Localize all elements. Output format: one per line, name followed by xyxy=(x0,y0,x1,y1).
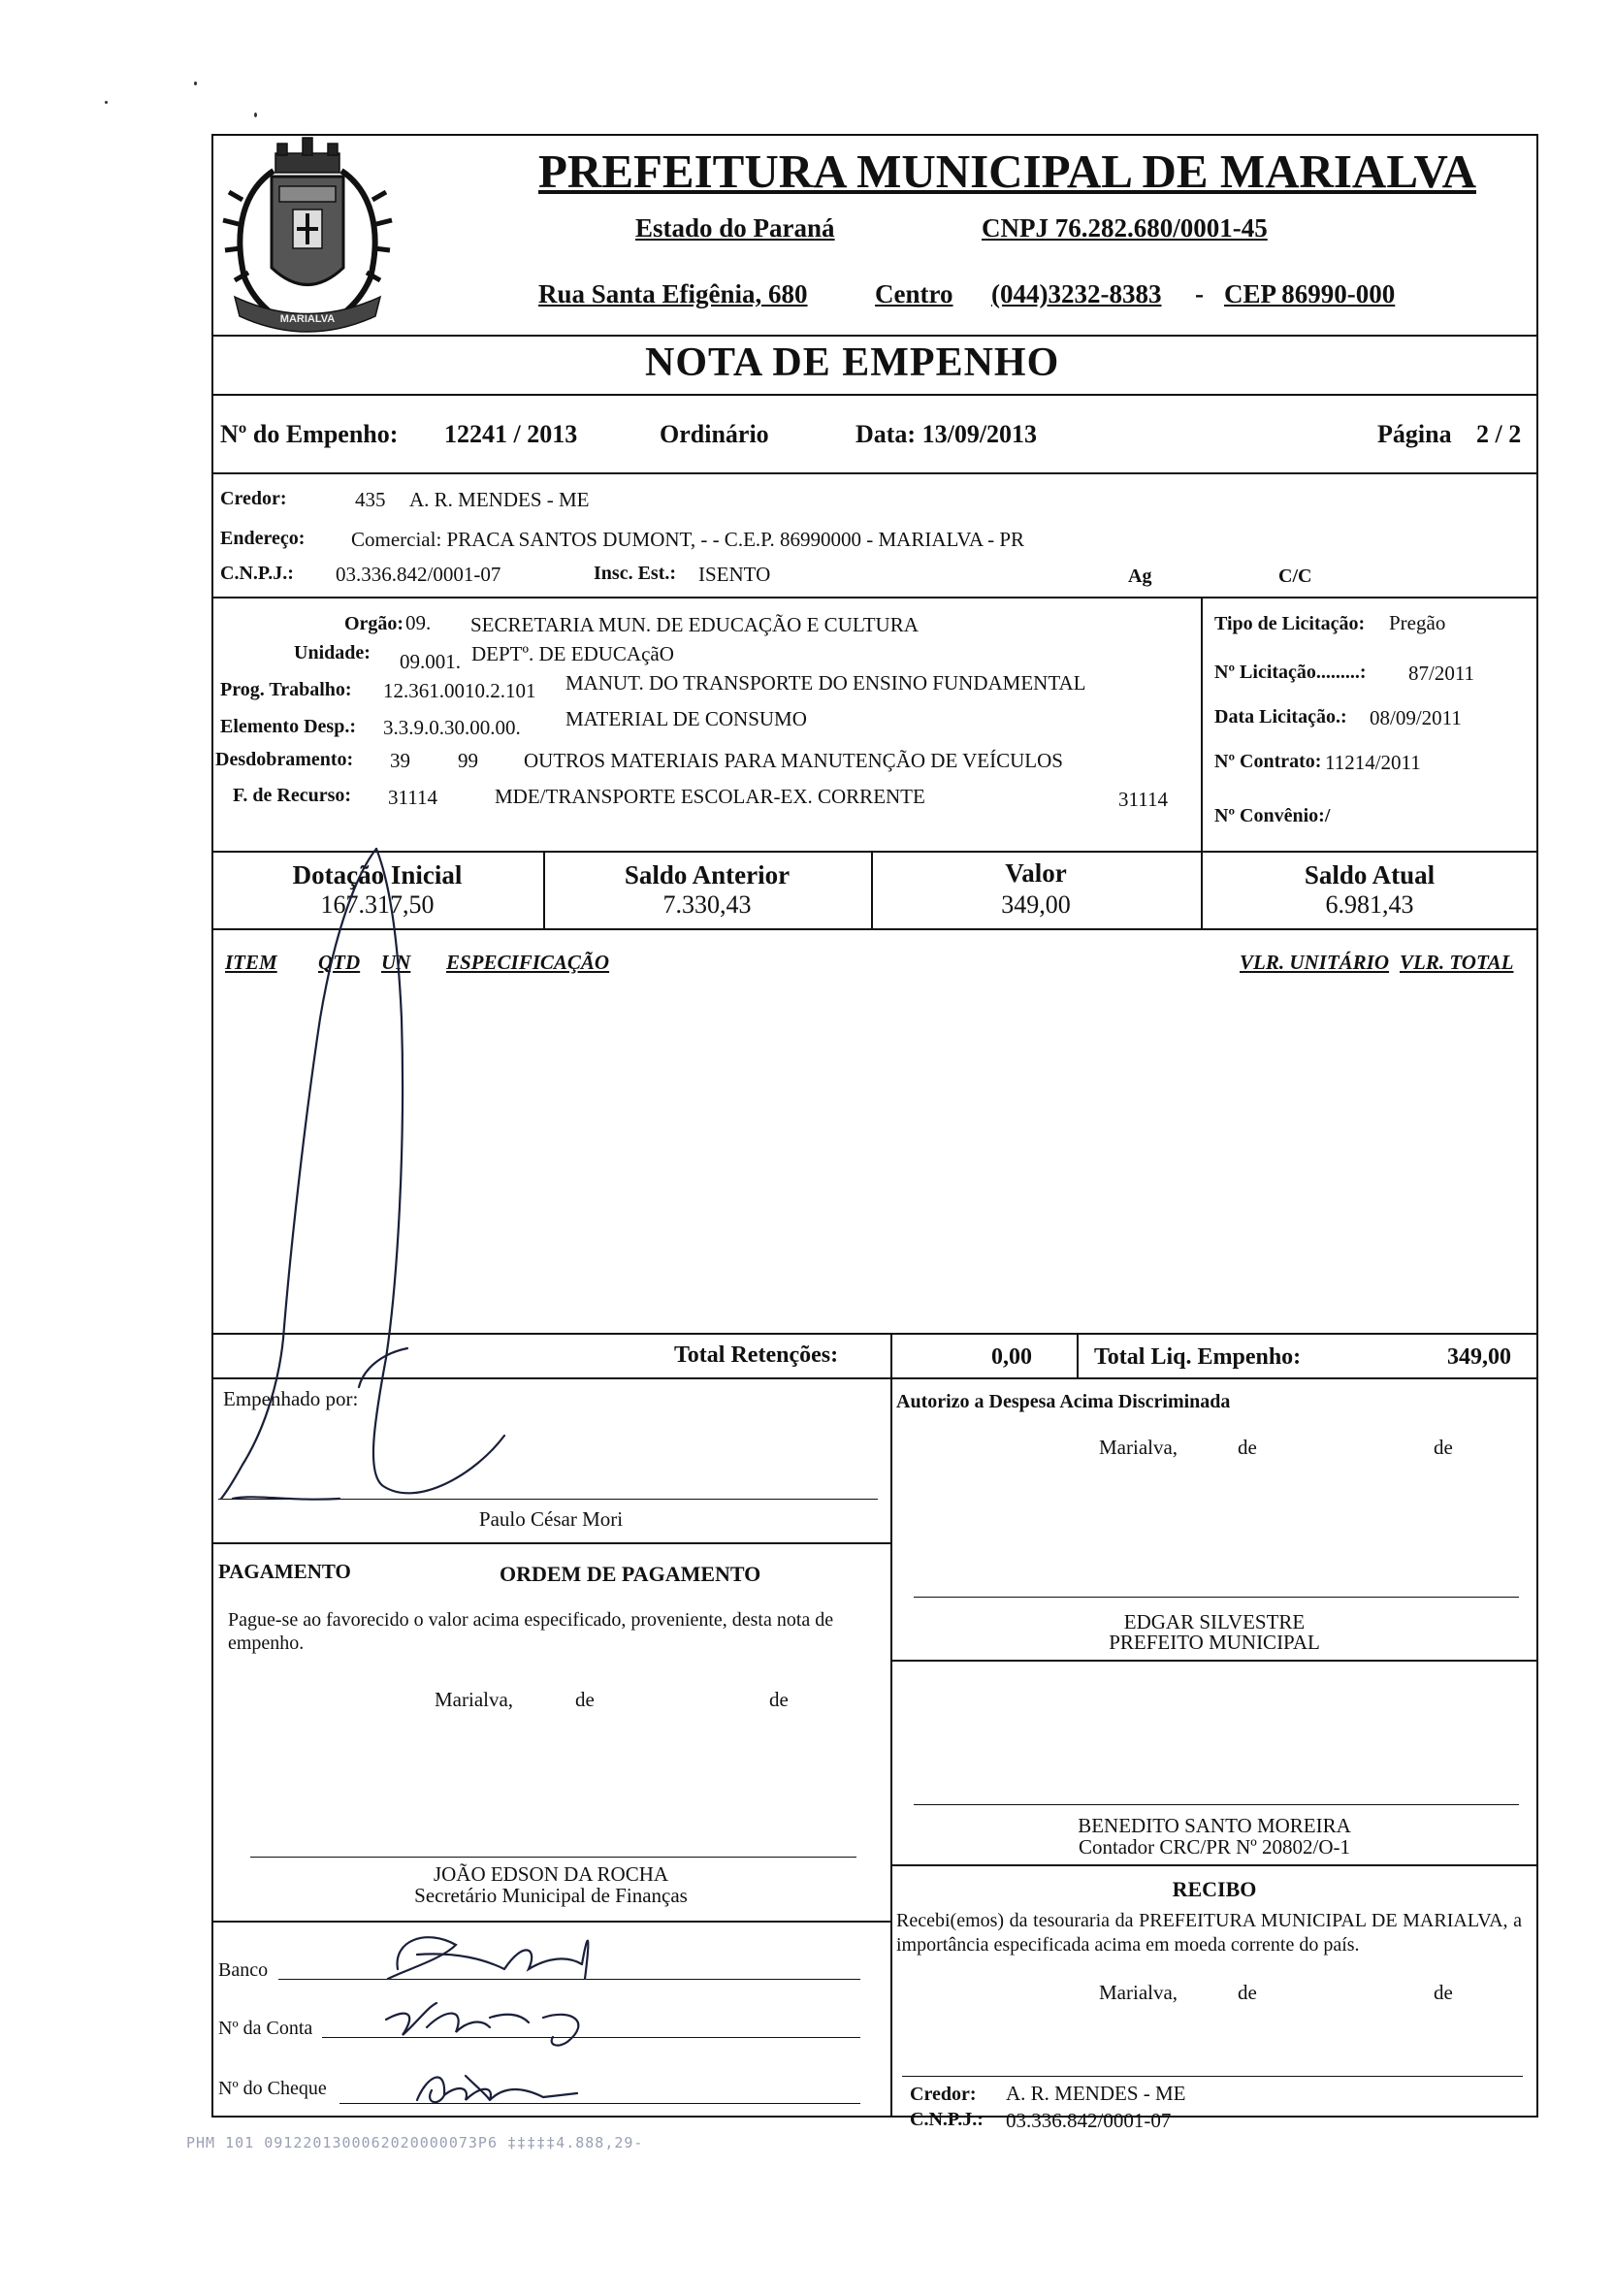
elemento-desp-name: MATERIAL DE CONSUMO xyxy=(565,707,807,730)
saldo-atual: 6.981,43 xyxy=(1325,890,1414,919)
ordem-pagamento-text: Pague-se ao favorecido o valor acima especificado, proveniente, desta nota de empenho. xyxy=(228,1609,834,1654)
fonte-recurso-name: MDE/TRANSPORTE ESCOLAR-EX. CORRENTE xyxy=(495,785,925,808)
divider xyxy=(1077,1333,1079,1377)
recibo-text: Recebi(emos) da tesouraria da PREFEITURA MUNICIPAL DE MARIALVA, a importância especificada acima em moeda corrente do país. xyxy=(896,1910,1522,1956)
divider xyxy=(211,1333,1538,1335)
municipal-crest-icon xyxy=(215,132,400,340)
recibo-de-1: de xyxy=(1238,1981,1257,2004)
divider xyxy=(211,597,1538,598)
unidade-label: Unidade: xyxy=(294,642,371,663)
endereco-label: Endereço: xyxy=(220,528,306,549)
signature-line xyxy=(914,1597,1519,1598)
divider xyxy=(890,1377,892,2118)
elemento-desp-code: 3.3.9.0.30.00.00. xyxy=(383,716,521,739)
divider xyxy=(211,1542,890,1544)
pagamento-label: PAGAMENTO xyxy=(218,1560,351,1583)
elemento-desp-label: Elemento Desp.: xyxy=(220,716,356,737)
secretario-title: Secretário Municipal de Finanças xyxy=(414,1884,688,1907)
banco-label: Banco xyxy=(218,1959,269,1981)
total-retencoes-label: Total Retenções: xyxy=(674,1342,839,1368)
data-licitacao-label: Data Licitação.: xyxy=(1214,706,1347,728)
prog-trabalho-code: 12.361.0010.2.101 xyxy=(383,679,536,702)
numero-licitacao-label: Nº Licitação.........: xyxy=(1214,662,1367,683)
orgao-name: SECRETARIA MUN. DE EDUCAÇÃO E CULTURA xyxy=(470,613,919,636)
convenio-label: Nº Convênio:/ xyxy=(1214,805,1331,826)
autorizo-de-2: de xyxy=(1434,1436,1453,1459)
recibo-local: Marialva, xyxy=(1099,1981,1178,2004)
credor-address: Comercial: PRACA SANTOS DUMONT, - - C.E.P. 86990000 - MARIALVA - PR xyxy=(351,528,1025,551)
divider xyxy=(890,1333,892,1377)
valor: 349,00 xyxy=(1001,890,1071,919)
page-number: 2 / 2 xyxy=(1476,420,1522,448)
scan-code-line: PHM 101 0912201300062020000073P6 ‡‡‡‡‡4.888,29- xyxy=(186,2134,644,2151)
contador-title: Contador CRC/PR Nº 20802/O-1 xyxy=(1078,1835,1351,1859)
conta-label: Nº da Conta xyxy=(218,2018,313,2039)
divider xyxy=(890,1660,1538,1662)
prefeito-title: PREFEITO MUNICIPAL xyxy=(1109,1631,1320,1654)
divider xyxy=(211,394,1538,396)
pagamento-local: Marialva, xyxy=(435,1688,514,1711)
recibo-credor: A. R. MENDES - ME xyxy=(1006,2082,1186,2105)
signature-line xyxy=(914,1804,1519,1805)
tipo-licitacao: Pregão xyxy=(1389,611,1446,634)
col-item: ITEM xyxy=(225,951,277,974)
total-liquido-label: Total Liq. Empenho: xyxy=(1094,1344,1302,1370)
conta-line xyxy=(322,2037,860,2038)
divider xyxy=(211,851,1538,853)
total-liquido: 349,00 xyxy=(1447,1344,1511,1370)
agencia-label: Ag xyxy=(1128,566,1152,587)
empenho-type: Ordinário xyxy=(660,420,769,448)
dotacao-inicial-label: Dotação Inicial xyxy=(292,860,463,889)
empenhado-por-label: Empenhado por: xyxy=(223,1387,359,1410)
autorizo-de-1: de xyxy=(1238,1436,1257,1459)
autorizo-local: Marialva, xyxy=(1099,1436,1178,1459)
ordem-pagamento-label: ORDEM DE PAGAMENTO xyxy=(500,1562,761,1586)
signature-line xyxy=(218,1499,878,1500)
empenho-number-label: Nº do Empenho: xyxy=(220,420,399,448)
recibo-cnpj-label: C.N.P.J.: xyxy=(910,2109,984,2130)
recibo-label: RECIBO xyxy=(1172,1877,1257,1901)
prog-trabalho-name: MANUT. DO TRANSPORTE DO ENSINO FUNDAMENTAL xyxy=(565,671,1086,695)
desdobramento-name: OUTROS MATERIAIS PARA MANUTENÇÃO DE VEÍCULOS xyxy=(524,749,1063,772)
address-phone: (044)3232-8383 xyxy=(991,279,1162,308)
pagamento-de-1: de xyxy=(575,1688,595,1711)
empenhado-por-name: Paulo César Mori xyxy=(478,1507,624,1531)
fonte-recurso-code-2: 31114 xyxy=(1118,788,1168,811)
data-licitacao: 08/09/2011 xyxy=(1370,706,1462,729)
dotacao-inicial: 167.317,50 xyxy=(320,890,435,919)
recibo-cnpj: 03.336.842/0001-07 xyxy=(1006,2109,1172,2132)
col-vlr-total: VLR. TOTAL xyxy=(1400,951,1514,974)
page-title: PREFEITURA MUNICIPAL DE MARIALVA xyxy=(538,145,1476,198)
estado-label: Estado do Paraná xyxy=(635,213,835,243)
tipo-licitacao-label: Tipo de Licitação: xyxy=(1214,613,1366,634)
empenho-date: Data: 13/09/2013 xyxy=(855,420,1038,448)
col-vlr-unitario: VLR. UNITÁRIO xyxy=(1240,951,1390,974)
signature-line xyxy=(250,1857,856,1858)
fonte-recurso-label: F. de Recurso: xyxy=(233,785,352,806)
scan-speck xyxy=(254,113,257,117)
insc-est-label: Insc. Est.: xyxy=(594,563,677,584)
numero-licitacao: 87/2011 xyxy=(1408,662,1475,685)
recibo-de-2: de xyxy=(1434,1981,1453,2004)
cnpj-label: C.N.P.J.: xyxy=(220,563,294,584)
orgao-label: Orgão: xyxy=(344,613,404,634)
saldo-atual-label: Saldo Atual xyxy=(1304,860,1436,889)
saldo-anterior-label: Saldo Anterior xyxy=(624,860,791,889)
total-retencoes: 0,00 xyxy=(991,1344,1032,1370)
credor-code: 435 xyxy=(355,488,386,511)
prog-trabalho-label: Prog. Trabalho: xyxy=(220,679,352,700)
recibo-credor-label: Credor: xyxy=(910,2084,977,2105)
prefeitura-cnpj: CNPJ 76.282.680/0001-45 xyxy=(982,213,1268,243)
desdobramento-code-1: 39 xyxy=(390,749,410,772)
scan-speck xyxy=(194,81,197,85)
fonte-recurso-code: 31114 xyxy=(388,786,437,809)
cheque-line xyxy=(339,2103,860,2104)
contador-name: BENEDITO SANTO MOREIRA xyxy=(1078,1814,1351,1837)
col-un: UN xyxy=(381,951,411,974)
prefeito-name: EDGAR SILVESTRE xyxy=(1123,1610,1306,1633)
contrato-label: Nº Contrato: xyxy=(1214,751,1322,772)
valor-label: Valor xyxy=(1005,858,1067,888)
divider xyxy=(890,1864,1538,1866)
empenho-number: 12241 / 2013 xyxy=(444,420,578,448)
address-street: Rua Santa Efigênia, 680 xyxy=(538,279,808,308)
divider xyxy=(1201,597,1203,851)
conta-corrente-label: C/C xyxy=(1278,566,1312,587)
contrato-number: 11214/2011 xyxy=(1325,751,1421,774)
divider xyxy=(211,928,1538,930)
divider xyxy=(211,1921,890,1923)
signature-line xyxy=(902,2076,1523,2077)
document-title: NOTA DE EMPENHO xyxy=(645,340,1060,385)
page-number-label: Página xyxy=(1377,420,1452,448)
scan-speck xyxy=(105,101,108,104)
address-separator: - xyxy=(1195,279,1204,308)
banco-line xyxy=(278,1979,860,1980)
credor-label: Credor: xyxy=(220,488,287,509)
col-qtd: QTD xyxy=(318,951,361,974)
credor-name: A. R. MENDES - ME xyxy=(409,488,590,511)
address-cep: CEP 86990-000 xyxy=(1224,279,1396,308)
orgao-code: 09. xyxy=(405,611,432,634)
svg-text:MARIALVA: MARIALVA xyxy=(279,313,336,325)
divider xyxy=(211,335,1538,337)
credor-cnpj: 03.336.842/0001-07 xyxy=(336,563,501,586)
divider xyxy=(211,1377,1538,1379)
col-especificacao: ESPECIFICAÇÃO xyxy=(446,951,610,974)
pagamento-de-2: de xyxy=(769,1688,789,1711)
cheque-label: Nº do Cheque xyxy=(218,2078,327,2099)
saldo-anterior: 7.330,43 xyxy=(662,890,752,919)
desdobramento-label: Desdobramento: xyxy=(215,749,354,770)
address-district: Centro xyxy=(875,279,953,308)
secretario-name: JOÃO EDSON DA ROCHA xyxy=(433,1862,669,1886)
unidade-code: 09.001. xyxy=(400,650,461,673)
autorizo-label: Autorizo a Despesa Acima Discriminada xyxy=(896,1391,1231,1412)
divider xyxy=(211,472,1538,474)
unidade-name: DEPTº. DE EDUCAçãO xyxy=(471,642,674,665)
desdobramento-code-2: 99 xyxy=(458,749,478,772)
insc-est: ISENTO xyxy=(698,563,771,586)
